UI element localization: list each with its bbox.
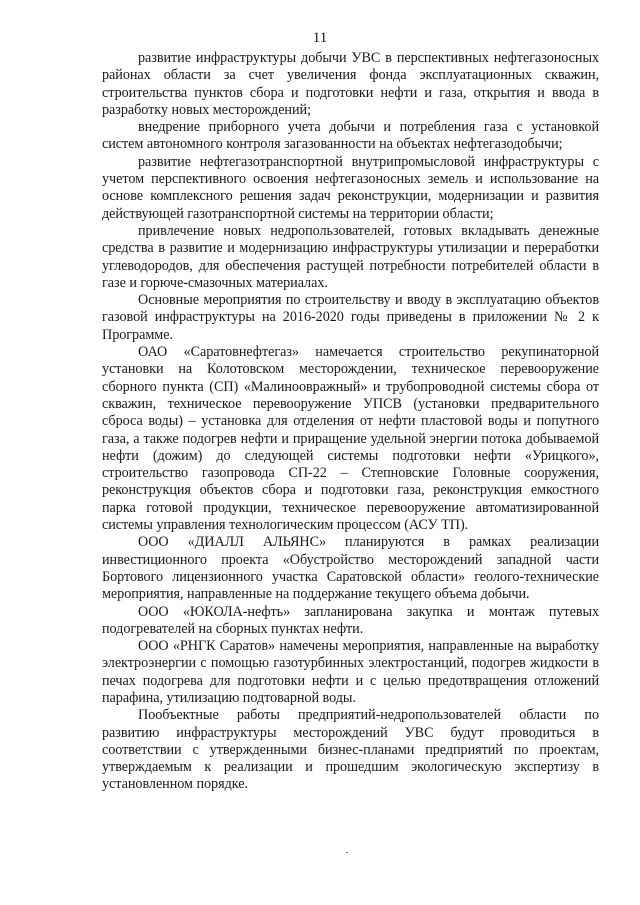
paragraph-new-subsoil-users: привлечение новых недропользователей, готовых вкладывать денежные средства в развитие и модернизацию инфраструктуры утилизации и переработки углеводородов, для обеспечения растущей потребности потребителей области в газе и горюче-смазочных материалах. bbox=[102, 222, 599, 291]
paragraph-main-measures: Основные мероприятия по строительству и вводу в эксплуатацию объектов газовой инфраструктуры на 2016-2020 годы приведены в приложении № 2 к Программе. bbox=[102, 292, 599, 343]
scan-speck bbox=[346, 852, 348, 853]
document-body bbox=[102, 50, 599, 794]
page-number: 11 bbox=[312, 30, 328, 46]
paragraph-saratovneftegaz: ОАО «Саратовнефтегаз» намечается строительство рекупинаторной установки на Колотовском месторождении, техническое перевооружение сборного пункта (СП) «Малиноовражный» и трубопроводной системы сбора от скважин, техническое перевооружение УПСВ (установки предварительного сброса воды) – установка для отделения от нефти пластовой воды и попутного газа, а также подогрев нефти и приращение удельной энергии потока добываемой нефти (дожим) до следующей системы подготовки нефти «Урицкого», строительство газопровода СП-22 – Степновские Головные сооружения, реконструкция объектов сбора и подготовки газа, реконструкция емкостного парка готовой продукции, техническое перевооружение автоматизированной системы управления технологическим процессом (АСУ ТП). bbox=[102, 344, 599, 534]
paragraph-diall-alyans: ООО «ДИАЛЛ АЛЬЯНС» планируются в рамках реализации инвестиционного проекта «Обустройство месторождений западной части Бортового лицензионного участка Саратовской области» геолого-технические мероприятия, направленные на поддержание текущего объема добычи. bbox=[102, 534, 599, 603]
paragraph-object-works: Пообъектные работы предприятий-недропользователей области по развитию инфраструктуры месторождений УВС будут проводиться в соответствии с утвержденными бизнес-планами предприятий по проектам, утверждаемым к реализации и прошедшим экологическую экспертизу в установленном порядке. bbox=[102, 707, 599, 793]
paragraph-transport-infrastructure: развитие нефтегазотранспортной внутрипромысловой инфраструктуры с учетом перспективного освоения нефтегазоносных земель и использование на основе комплексного решения задач реконструкции, модернизации и развития действующей газотранспортной системы на территории области; bbox=[102, 153, 599, 222]
paragraph-rngk-saratov: ООО «РНГК Саратов» намечены мероприятия, направленные на выработку электроэнергии с помощью газотурбинных электростанций, подогрев жидкости в печах подогрева для подготовки нефти и с целью предотвращения отложений парафина, утилизацию подтоварной воды. bbox=[102, 638, 599, 706]
paragraph-metering: внедрение приборного учета добычи и потребления газа с установкой систем автономного контроля загазованности на объектах нефтегазодобычи; bbox=[102, 119, 599, 153]
paragraph-yukola-neft: ООО «ЮКОЛА-нефть» запланирована закупка и монтаж путевых подогревателей на сборных пунктах нефти. bbox=[102, 603, 599, 637]
paragraph-infrastructure-development: развитие инфраструктуры добычи УВС в перспективных нефтегазоносных районах области за счет увеличения фонда эксплуатационных скважин, строительства пунктов сбора и подготовки нефти и газа, открытия и ввода в разработку новых месторождений; bbox=[102, 50, 599, 118]
